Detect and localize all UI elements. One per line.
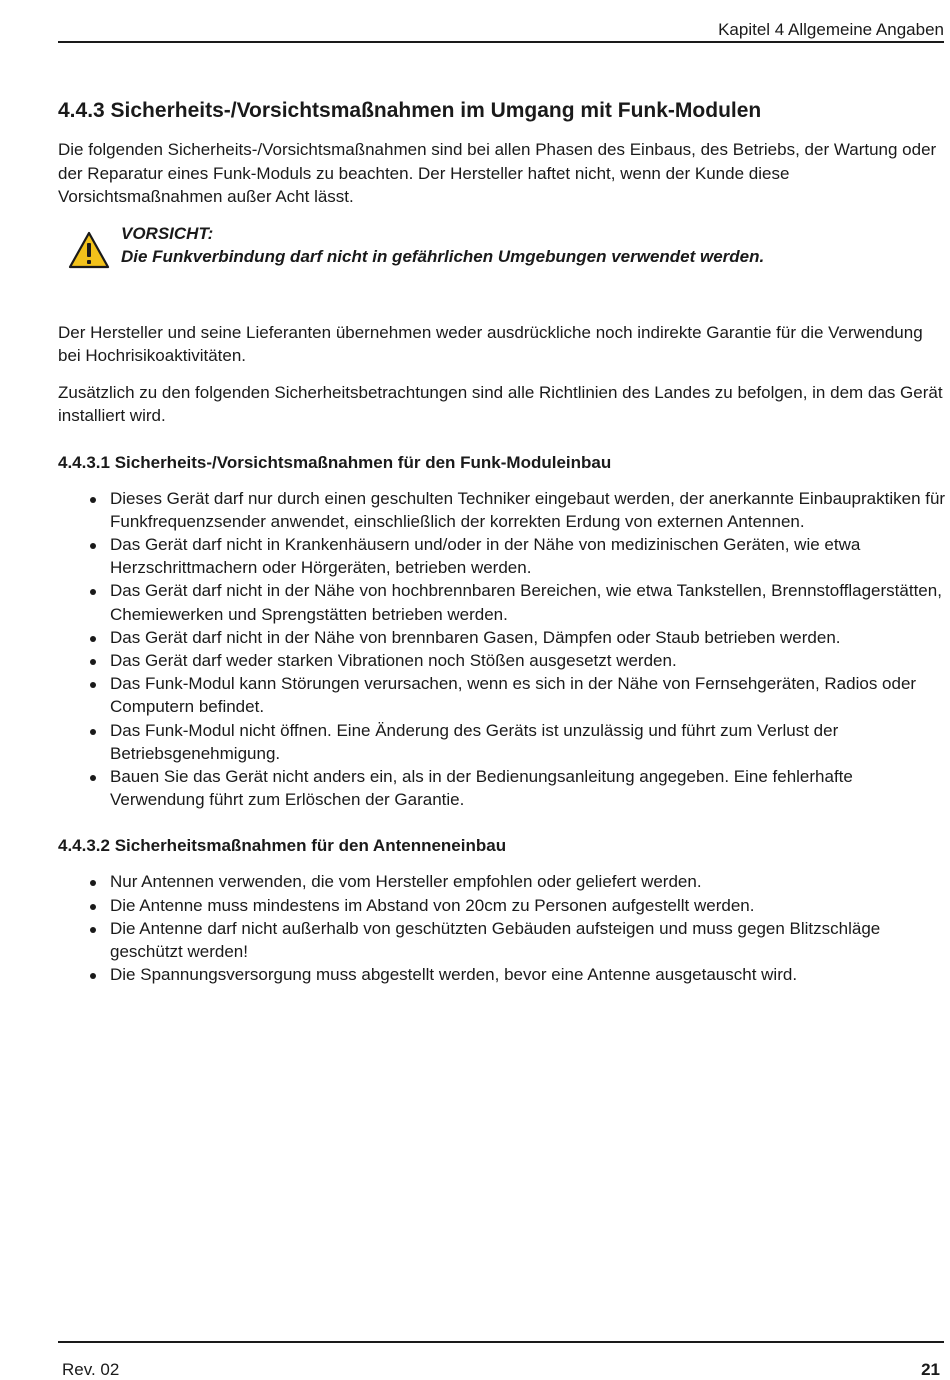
caution-label: VORSICHT: (121, 223, 214, 243)
page-content (58, 97, 946, 986)
regulations-paragraph: Zusätzlich zu den folgenden Sicherheitsbetrachtungen sind alle Richtlinien des Landes zu befolgen, in dem das Gerät installiert wird. (58, 382, 943, 425)
liability-paragraph: Der Hersteller und seine Lieferanten übernehmen weder ausdrückliche noch indirekte Garantie für die Verwendung bei Hochrisikoaktivitäten. (58, 322, 923, 365)
page-number: 21 (921, 1360, 940, 1379)
list-item: Das Gerät darf weder starken Vibrationen noch Stößen ausgesetzt werden. (58, 649, 946, 672)
running-header: Kapitel 4 Allgemeine Angaben (718, 20, 944, 39)
list-item: Bauen Sie das Gerät nicht anders ein, als in der Bedienungsanleitung angegeben. Eine fehlerhafte Verwendung führt zum Erlöschen der Garantie. (58, 765, 946, 811)
intro-paragraph: Die folgenden Sicherheits-/Vorsichtsmaßnahmen sind bei allen Phasen des Einbaus, des Betriebs, der Wartung oder der Reparatur eines Funk-Moduls zu beachten. Der Hersteller haftet nicht, wenn der Kunde diese Vorsichtsmaßnahmen außer Acht lässt. (58, 140, 937, 206)
list-item: Das Funk-Modul nicht öffnen. Eine Änderung des Geräts ist unzulässig und führt zum Verlust der Betriebsgenehmigung. (58, 719, 946, 765)
list-item: Das Gerät darf nicht in Krankenhäusern und/oder in der Nähe von medizinischen Geräten, wie etwa Herzschrittmachern oder Hörgeräten, betrieben werden. (58, 533, 946, 579)
caution-message: Die Funkverbindung darf nicht in gefährlichen Umgebungen verwendet werden. (121, 247, 765, 266)
antenna-installation-list (58, 870, 946, 986)
list-item: Dieses Gerät darf nur durch einen geschulten Techniker eingebaut werden, der anerkannte Einbaupraktiken für Funkfrequenzsender anwendet, einschließlich der korrekten Erdung von externen Antennen. (58, 487, 946, 533)
footer-divider (58, 1341, 944, 1343)
list-item: Das Funk-Modul kann Störungen verursachen, wenn es sich in der Nähe von Fernsehgeräten, Radios oder Computern befindet. (58, 672, 946, 718)
subsection-title-module: 4.4.3.1 Sicherheits-/Vorsichtsmaßnahmen für den Funk-Moduleinbau (58, 452, 612, 472)
list-item: Nur Antennen verwenden, die vom Hersteller empfohlen oder geliefert werden. (58, 870, 946, 893)
subsection-title-antenna: 4.4.3.2 Sicherheitsmaßnahmen für den Antenneneinbau (58, 836, 507, 856)
module-installation-list (58, 487, 946, 812)
caution-text (121, 222, 950, 269)
caution-box (58, 222, 946, 274)
revision-label: Rev. 02 (62, 1360, 120, 1379)
list-item: Die Spannungsversorgung muss abgestellt werden, bevor eine Antenne ausgetauscht wird. (58, 963, 946, 986)
header-divider (58, 41, 944, 43)
list-item: Das Gerät darf nicht in der Nähe von brennbaren Gasen, Dämpfen oder Staub betrieben werden. (58, 626, 946, 649)
list-item: Die Antenne muss mindestens im Abstand von 20cm zu Personen aufgestellt werden. (58, 894, 946, 917)
list-item: Das Gerät darf nicht in der Nähe von hochbrennbaren Bereichen, wie etwa Tankstellen, Brennstofflagerstätten, Chemiewerken und Sprengstätten betrieben werden. (58, 579, 946, 625)
section-title: 4.4.3 Sicherheits-/Vorsichtsmaßnahmen im Umgang mit Funk-Modulen (58, 99, 762, 122)
warning-triangle-icon (68, 231, 110, 269)
list-item: Die Antenne darf nicht außerhalb von geschützten Gebäuden aufsteigen und muss gegen Blitzschläge geschützt werden! (58, 917, 946, 963)
